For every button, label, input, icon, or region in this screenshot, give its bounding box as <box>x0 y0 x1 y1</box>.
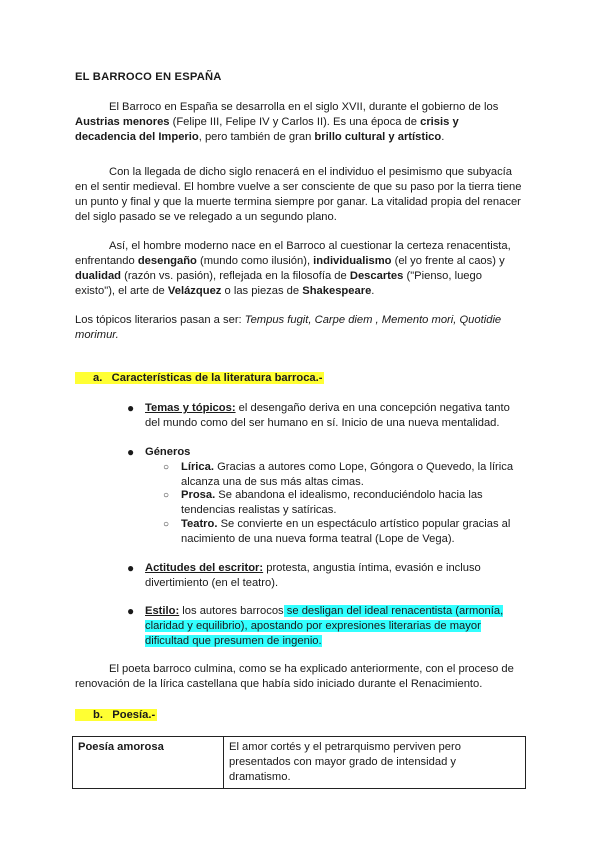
sub-bullet-lirica <box>181 460 525 490</box>
section-b-letter: b. <box>93 709 103 721</box>
p3-bold-shakespeare: Shakespeare <box>302 285 372 297</box>
paragraph-poeta-barroco <box>75 662 522 692</box>
bullet-dot-icon: ● <box>127 445 135 459</box>
paragraph-pesimismo <box>75 165 522 225</box>
document-title: EL BARROCO EN ESPAÑA <box>75 71 222 83</box>
bullet-dot-icon: ● <box>127 561 135 575</box>
lirica-text: Gracias a autores como Lope, Góngora o Quevedo, la lírica alcanza una de sus más altas cimas. <box>181 461 514 488</box>
p1-text-1: El Barroco en España se desarrolla en el siglo XVII, durante el gobierno de los <box>109 101 499 113</box>
p1-bold-crisis: crisis y decadencia del Imperio <box>75 116 459 143</box>
estilo-text-highlighted: se desligan del ideal renacentista (armonía, claridad y equilibrio), apostando por expresiones literarias de mayor dificultad que presumen de ingenio. <box>145 605 504 647</box>
actitudes-label: Actitudes del escritor: <box>145 562 264 574</box>
teatro-text: Se convierte en un espectáculo artístico popular gracias al nacimiento de una nueva forma teatral (Lope de Vega). <box>181 518 511 545</box>
sub-bullet-prosa <box>181 488 525 518</box>
actitudes-text: protesta, angustia íntima, evasión e incluso divertimiento (en el teatro). <box>145 562 481 589</box>
estilo-label: Estilo: <box>145 605 180 617</box>
p3-bold-velazquez: Velázquez <box>167 285 222 297</box>
sub-bullet-circle-icon: ○ <box>163 462 170 473</box>
p4-italic-topicos: Tempus fugit, Carpe diem , Memento mori, Quotidie morimur. <box>75 314 502 341</box>
p4-text: Los tópicos literarios pasan a ser: <box>75 314 245 326</box>
p3-bold-desengano: desengaño <box>137 255 197 267</box>
section-b-label: Poesía.- <box>112 709 156 721</box>
poesia-table <box>72 736 526 789</box>
p2-text: Con la llegada de dicho siglo renacerá en el individuo el pesimismo que subyacía en el sentir medieval. El hombre vuelve a ser consciente de que su paso por la tierra tiene un punto y final y que la muerte termina siempre por ganar. La vitalidad propia del renacer del siglo pasado se ve relegado a un segundo plano. <box>75 166 522 223</box>
p1-text-3: , pero también de gran <box>198 131 315 143</box>
prosa-label: Prosa. <box>181 489 216 501</box>
generos-label: Géneros <box>145 446 191 458</box>
bullet-dot-icon: ● <box>127 604 135 618</box>
p5-text: El poeta barroco culmina, como se ha explicado anteriormente, con el proceso de renovación de la lírica castellana que había sido iniciado durante el Renacimiento. <box>75 663 514 690</box>
p3-text-1: Así, el hombre moderno nace en el Barroco al cuestionar la certeza renacentista, enfrentando <box>75 240 511 267</box>
lirica-label: Lírica. <box>181 461 214 473</box>
p1-bold-brillo: brillo cultural y artístico <box>314 131 442 143</box>
table-cell-genre: Poesía amorosa <box>73 737 224 789</box>
p3-text-3: (el yo frente al caos) y <box>391 255 505 267</box>
sub-bullet-circle-icon: ○ <box>163 519 170 530</box>
paragraph-hombre-moderno <box>75 239 522 299</box>
p1-text-2: (Felipe III, Felipe IV y Carlos II). Es una época de <box>169 116 421 128</box>
p3-bold-individualismo: individualismo <box>313 255 392 267</box>
p3-bold-descartes: Descartes <box>349 270 404 282</box>
section-b-heading <box>75 708 157 723</box>
p3-bold-dualidad: dualidad <box>75 270 121 282</box>
sub-bullet-teatro <box>181 517 525 547</box>
bullet-dot-icon: ● <box>127 401 135 415</box>
bullet-actitudes <box>145 561 525 591</box>
p3-text-7: . <box>371 285 375 297</box>
teatro-label: Teatro. <box>181 518 218 530</box>
sub-bullet-circle-icon: ○ <box>163 490 170 501</box>
section-a-heading <box>75 371 324 386</box>
bullet-temas <box>145 401 525 431</box>
table-row <box>73 737 526 789</box>
estilo-text-1: los autores barrocos <box>179 605 284 617</box>
p3-text-6: o las piezas de <box>221 285 303 297</box>
p3-text-2: (mundo como ilusión), <box>196 255 314 267</box>
section-a-label: Características de la literatura barroca.- <box>111 372 323 384</box>
p1-bold-austrias: Austrias menores <box>75 116 170 128</box>
temas-text: el desengaño deriva en una concepción negativa tanto del mundo como del ser humano en sí. Inicio de una nueva mentalidad. <box>145 402 510 429</box>
paragraph-topicos <box>75 313 522 343</box>
section-a-letter: a. <box>93 372 103 384</box>
p3-text-5: ("Pienso, luego existo"), el arte de <box>75 270 482 297</box>
temas-label: Temas y tópicos: <box>145 402 236 414</box>
p3-text-4: (razón vs. pasión), reflejada en la filosofía de <box>121 270 350 282</box>
bullet-generos <box>145 445 525 460</box>
table-cell-description: El amor cortés y el petrarquismo perviven pero presentados con mayor grado de intensidad y dramatismo. <box>224 737 526 789</box>
prosa-text: Se abandona el idealismo, reconduciéndolo hacia las tendencias realistas y satíricas. <box>181 489 483 516</box>
p1-text-4: . <box>441 131 445 143</box>
bullet-estilo <box>145 604 525 649</box>
paragraph-intro <box>75 100 522 145</box>
